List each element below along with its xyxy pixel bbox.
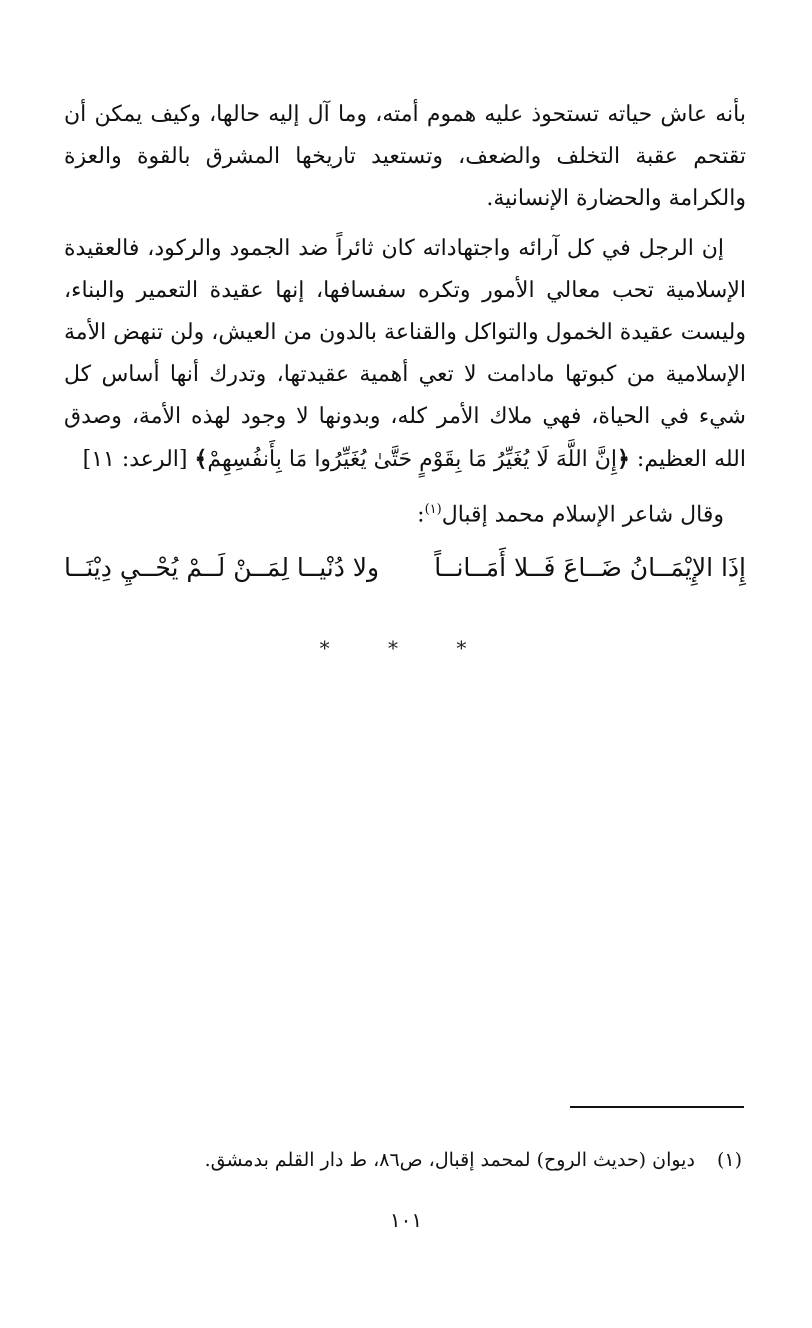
footnote <box>62 1145 742 1175</box>
footnote-text: ديوان (حديث الروح) لمحمد إقبال، ص٨٦، ط دار القلم بدمشق. <box>204 1149 695 1171</box>
paragraph-1-text: بأنه عاش حياته تستحوذ عليه هموم أمته، وما آل إليه حالها، وكيف يمكن أن تقتحم عقبة التخلف والضعف، وتستعيد تاريخها المشرق بالقوة والعزة والكرامة والحضارة الإنسانية. <box>64 102 746 211</box>
poem-first-hemistich: إِذَا الإِيْمَــانُ ضَــاعَ فَــلا أَمَــانــاً <box>434 553 746 583</box>
paragraph-3-text: وقال شاعر الإسلام محمد إقبال <box>441 502 724 528</box>
paragraph-2 <box>64 228 746 481</box>
footnote-divider <box>570 1106 744 1108</box>
verse-citation: [الرعد: ١١] <box>82 447 195 472</box>
page-number: ١٠١ <box>389 1208 423 1232</box>
paragraph-3-colon: : <box>417 502 425 528</box>
paragraph-3 <box>64 489 746 536</box>
footnote-number: (١) <box>716 1149 742 1171</box>
main-text <box>64 94 746 590</box>
section-separator: * * * <box>319 636 493 660</box>
footnote-reference[interactable]: (١) <box>424 502 442 517</box>
paragraph-2-text: إن الرجل في كل آرائه واجتهاداته كان ثائراً ضد الجمود والركود، فالعقيدة الإسلامية تحب معالي الأمور وتكره سفسافها، إنها عقيدة التعمير والبناء، وليست عقيدة الخمول والتواكل والقناعة بالدون من العيش، ولن تنهض الأمة الإسلامية من كبوتها مادامت لا تعي أهمية عقيدتها، وتدرك أنها أساس كل شيء في الحياة، فهي ملاك الأمر كله، وبدونها لا وجود لهذه الأمة، وصدق الله العظيم: <box>64 236 746 472</box>
quran-verse: إِنَّ اللَّهَ لَا يُغَيِّرُ مَا بِقَوْمٍ حَتَّىٰ يُغَيِّرُوا مَا بِأَنفُسِهِمْ <box>207 447 618 472</box>
paragraph-1 <box>64 94 746 220</box>
poem-second-hemistich: ولا دُنْيــا لِمَــنْ لَــمْ يُحْــيِ دِيْنَــا <box>64 553 380 583</box>
quran-quote-close: ﴾ <box>194 446 208 472</box>
poem-verse <box>64 546 746 590</box>
quran-quote-open: ﴿ <box>617 446 630 472</box>
